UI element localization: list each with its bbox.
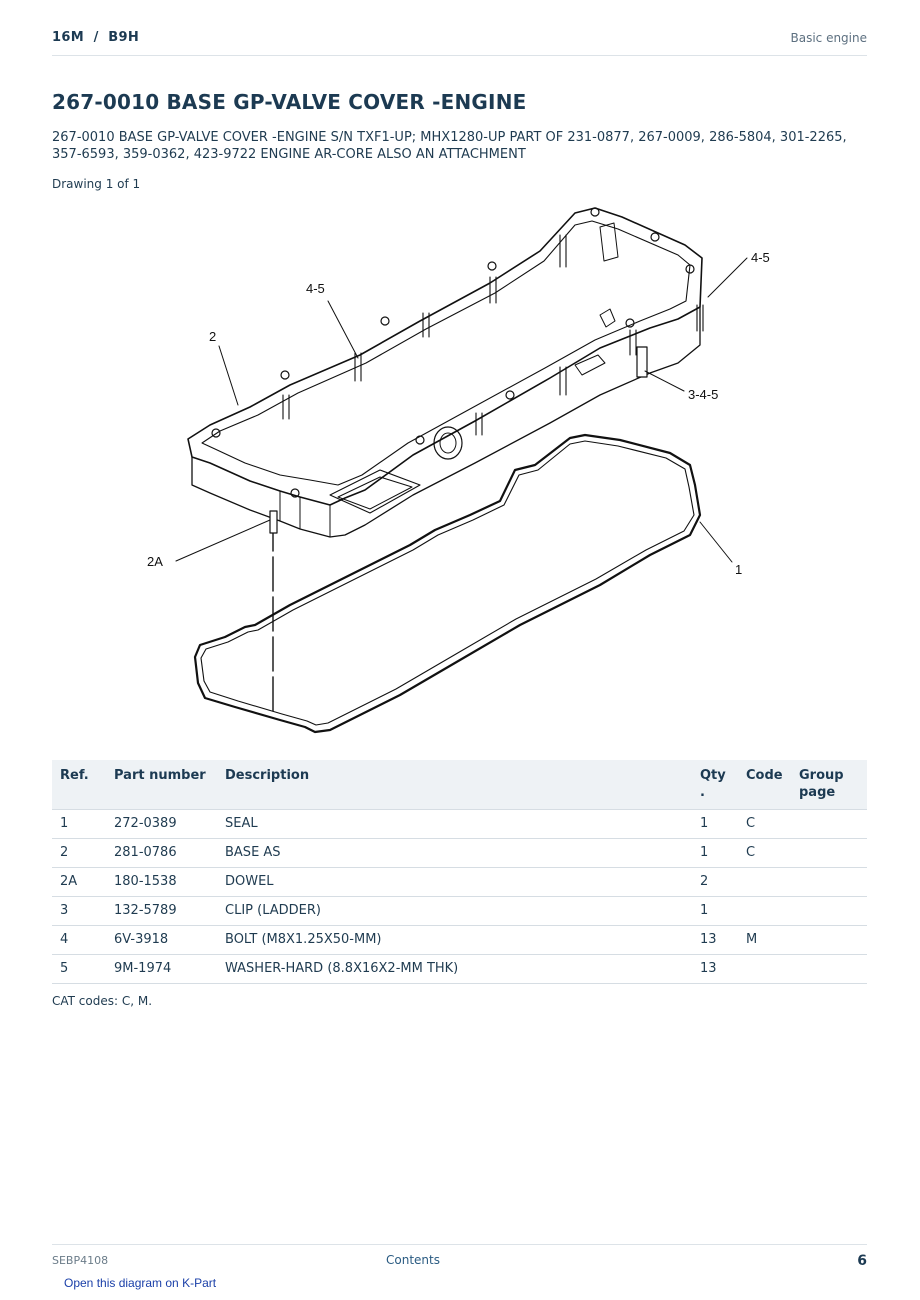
callout-2: 2 <box>209 329 217 344</box>
header-group-line2: page <box>799 785 836 800</box>
page-number: 6 <box>857 1253 867 1269</box>
cell-group-page <box>791 897 867 926</box>
cell-part-number: 281-0786 <box>106 839 217 868</box>
open-k-part-link[interactable]: Open this diagram on K-Part <box>64 1276 217 1290</box>
section-title: Basic engine <box>790 31 867 45</box>
callout-2a: 2A <box>147 554 163 569</box>
cell-part-number: 9M-1974 <box>106 955 217 984</box>
cell-qty: 13 <box>692 926 738 955</box>
header-part-number: Part number <box>106 760 217 810</box>
cell-code <box>738 955 791 984</box>
exploded-parts-diagram <box>130 195 810 745</box>
table-header-row <box>52 760 867 810</box>
cell-code: C <box>738 810 791 839</box>
table-row <box>52 897 867 926</box>
header-group-page <box>791 760 867 810</box>
header-divider <box>52 55 867 56</box>
contents-link[interactable]: Contents <box>386 1253 440 1267</box>
cell-group-page <box>791 926 867 955</box>
callout-4-5-right: 4-5 <box>751 250 770 265</box>
cell-qty: 1 <box>692 839 738 868</box>
footer-divider <box>52 1244 867 1245</box>
cell-ref: 3 <box>52 897 106 926</box>
header-qty-label: Qty <box>700 768 726 783</box>
cell-description: DOWEL <box>217 868 692 897</box>
callout-leaders <box>176 258 747 562</box>
cell-part-number: 272-0389 <box>106 810 217 839</box>
cell-description: CLIP (LADDER) <box>217 897 692 926</box>
table-row <box>52 868 867 897</box>
page-title: 267-0010 BASE GP-VALVE COVER -ENGINE <box>52 90 527 114</box>
cell-description: BOLT (M8X1.25X50-MM) <box>217 926 692 955</box>
cell-code: M <box>738 926 791 955</box>
page-description: 267-0010 BASE GP-VALVE COVER -ENGINE S/N TXF1-UP; MHX1280-UP PART OF 231-0877, 267-0009, 286-5804, 301-2265, 357-6593, 359-0362, 423-9722 ENGINE AR-CORE ALSO AN ATTACHMENT <box>52 130 847 162</box>
cell-qty: 1 <box>692 810 738 839</box>
cell-code <box>738 868 791 897</box>
cell-part-number: 180-1538 <box>106 868 217 897</box>
cat-codes-note: CAT codes: C, M. <box>52 994 153 1008</box>
callout-1: 1 <box>735 562 743 577</box>
header-qty <box>692 760 738 810</box>
table-row <box>52 810 867 839</box>
callout-3-4-5: 3-4-5 <box>688 387 719 402</box>
cell-group-page <box>791 955 867 984</box>
dowel-pin <box>270 511 277 533</box>
cell-qty: 1 <box>692 897 738 926</box>
cell-group-page <box>791 868 867 897</box>
callout-4-5-left: 4-5 <box>306 281 325 296</box>
valve-cover-seal <box>195 435 700 732</box>
document-id: SEBP4108 <box>52 1254 109 1267</box>
cell-qty: 2 <box>692 868 738 897</box>
cell-description: SEAL <box>217 810 692 839</box>
breadcrumb: 16M / B9H <box>52 30 140 45</box>
cell-part-number: 6V-3918 <box>106 926 217 955</box>
cell-code: C <box>738 839 791 868</box>
cell-ref: 4 <box>52 926 106 955</box>
cell-description: BASE AS <box>217 839 692 868</box>
valve-cover-base <box>188 208 703 537</box>
cell-group-page <box>791 810 867 839</box>
cell-part-number: 132-5789 <box>106 897 217 926</box>
header-description: Description <box>217 760 692 810</box>
parts-table <box>52 760 867 984</box>
header-group-line1: Group <box>799 768 844 783</box>
ladder-clip <box>637 347 647 377</box>
cell-ref: 2 <box>52 839 106 868</box>
header-qty-dot: . <box>700 785 705 800</box>
cell-code <box>738 897 791 926</box>
header-ref: Ref. <box>52 760 106 810</box>
cell-ref: 2A <box>52 868 106 897</box>
header-code: Code <box>738 760 791 810</box>
cell-ref: 1 <box>52 810 106 839</box>
cell-ref: 5 <box>52 955 106 984</box>
table-row <box>52 926 867 955</box>
cell-description: WASHER-HARD (8.8X16X2-MM THK) <box>217 955 692 984</box>
drawing-counter: Drawing 1 of 1 <box>52 177 141 191</box>
cell-group-page <box>791 839 867 868</box>
cell-qty: 13 <box>692 955 738 984</box>
table-row <box>52 955 867 984</box>
table-row <box>52 839 867 868</box>
